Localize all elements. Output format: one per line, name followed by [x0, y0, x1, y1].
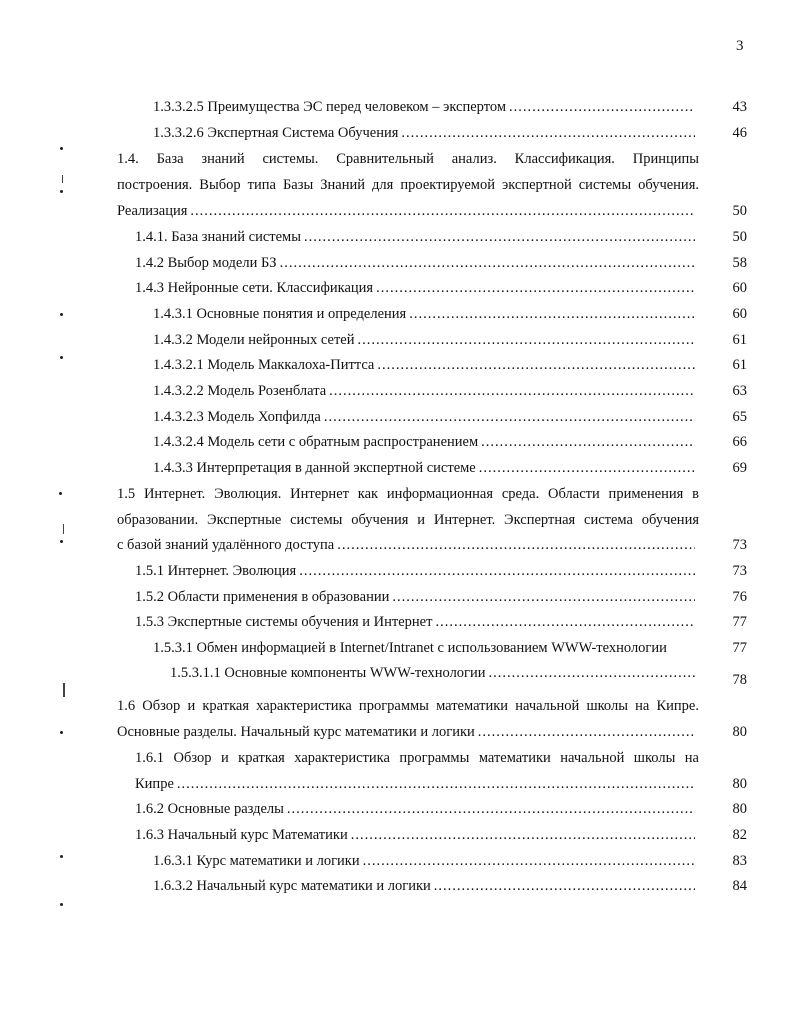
- toc-entry-page: 82: [732, 827, 747, 843]
- toc-entry-title: Кипре: [135, 776, 174, 792]
- toc-entry[interactable]: [135, 796, 698, 822]
- toc-entry-title: Реализация: [117, 203, 188, 219]
- toc-entry-page: 77: [732, 640, 747, 656]
- scan-speck: [60, 147, 63, 150]
- toc-entry-page: 69: [732, 460, 747, 476]
- toc-entry-title: 1.3.3.2.6 Экспертная Система Обучения: [153, 125, 399, 141]
- toc-entry-page: 80: [732, 724, 747, 740]
- toc-entry-page: 50: [732, 229, 747, 245]
- toc-entry-title: 1.4.2 Выбор модели БЗ: [135, 255, 277, 271]
- toc-entry-page: 58: [732, 255, 747, 271]
- toc-entry-title: 1.5.2 Области применения в образовании: [135, 589, 390, 605]
- toc-entry-title: 1.4.3.2 Модели нейронных сетей: [153, 332, 355, 348]
- scan-speck: [60, 855, 63, 858]
- toc-entry-title-line: 1.5 Интернет. Эволюция. Интернет как информационная среда. Области применения в: [117, 486, 699, 502]
- toc-entry-title: 1.6.3.1 Курс математики и логики: [153, 853, 360, 869]
- toc-entry-title: 1.4.3.1 Основные понятия и определения: [153, 306, 407, 322]
- toc-entry-title: 1.6.2 Основные разделы: [135, 801, 284, 817]
- toc-entry-page: 46: [732, 125, 747, 141]
- toc-entry-page: 73: [732, 563, 747, 579]
- toc-entry-title: 1.4.3.2.1 Модель Маккалоха-Питтса: [153, 357, 375, 373]
- toc-entry-page: 66: [732, 434, 747, 450]
- toc-entry-title: 1.4.3.2.4 Модель сети с обратным распространением: [153, 434, 479, 450]
- toc-entry[interactable]: [135, 609, 698, 635]
- scan-speck: [59, 492, 62, 495]
- scan-speck: [60, 731, 63, 734]
- toc-entry-page: 73: [732, 537, 747, 553]
- toc-entry-title: 1.4.3 Нейронные сети. Классификация: [135, 280, 374, 296]
- scan-speck: [60, 540, 63, 543]
- toc-entry[interactable]: [153, 429, 698, 455]
- toc-entry-page: 77: [732, 614, 747, 630]
- toc-entry-title-line: 1.4. База знаний системы. Сравнительный анализ. Классификация. Принципы: [117, 151, 699, 167]
- toc-entry-page: 43: [732, 99, 747, 115]
- toc-entry[interactable]: [135, 771, 698, 797]
- toc-entry[interactable]: [153, 301, 698, 327]
- toc-entry-title: 1.3.3.2.5 Преимущества ЭС перед человеком – экспертом: [153, 99, 506, 115]
- toc-entry-title: 1.5.3.1 Обмен информацией в Internet/Intranet с использованием WWW-технологии: [153, 640, 667, 656]
- toc-entry-title: 1.6.3 Начальный курс Математики: [135, 827, 348, 843]
- toc-entry[interactable]: [135, 224, 698, 250]
- toc-entry-title-line: 1.6.1 Обзор и краткая характеристика программы математики начальной школы на: [135, 750, 699, 766]
- toc-entry[interactable]: [153, 873, 698, 899]
- toc-entry-title: 1.4.3.2.3 Модель Хопфилда: [153, 409, 321, 425]
- toc-entry[interactable]: [170, 660, 698, 686]
- toc-entry[interactable]: [153, 120, 698, 146]
- scan-speck: [63, 683, 65, 697]
- toc-entry[interactable]: [117, 198, 698, 224]
- toc-entry-title: 1.6.3.2 Начальный курс математики и логики: [153, 878, 431, 894]
- toc-entry[interactable]: [153, 404, 698, 430]
- toc-entry-page: 65: [732, 409, 747, 425]
- toc-entry-page: 61: [732, 332, 747, 348]
- scan-speck: [63, 524, 64, 534]
- toc-entry[interactable]: [135, 584, 698, 610]
- toc-entry[interactable]: [153, 455, 698, 481]
- toc-entry-page: 83: [732, 853, 747, 869]
- scan-speck: [60, 190, 63, 193]
- scan-speck: [60, 313, 63, 316]
- toc-entry[interactable]: [117, 532, 698, 558]
- toc-entry-title-line: образовании. Экспертные системы обучения и Интернет. Экспертная система обучения: [117, 512, 699, 528]
- scan-speck: [60, 903, 63, 906]
- toc-entry-page: 84: [732, 878, 747, 894]
- toc-entry-page: 78: [732, 672, 747, 688]
- toc-entry-title: 1.5.3.1.1 Основные компоненты WWW-технологии: [170, 665, 486, 681]
- toc-entry-page: 50: [732, 203, 747, 219]
- toc-entry[interactable]: [135, 275, 698, 301]
- toc-entry-page: 61: [732, 357, 747, 373]
- toc-entry[interactable]: [135, 558, 698, 584]
- toc-entry-title-line: 1.6 Обзор и краткая характеристика программы математики начальной школы на Кипре.: [117, 698, 699, 714]
- toc-entry[interactable]: [153, 848, 698, 874]
- toc-entry-page: 60: [732, 280, 747, 296]
- scan-speck: [60, 356, 63, 359]
- toc-entry[interactable]: [135, 250, 698, 276]
- toc-entry[interactable]: [135, 822, 698, 848]
- toc-entry-title: 1.4.1. База знаний системы: [135, 229, 301, 245]
- toc-entry[interactable]: [153, 327, 698, 353]
- toc-entry-page: 76: [732, 589, 747, 605]
- toc-entry[interactable]: [153, 352, 698, 378]
- toc-entry[interactable]: [153, 94, 698, 120]
- toc-entry-title: 1.4.3.3 Интерпретация в данной экспертной системе: [153, 460, 476, 476]
- toc-entry-title: Основные разделы. Начальный курс математики и логики: [117, 724, 475, 740]
- toc-entry[interactable]: [117, 719, 698, 745]
- toc-entry-title: 1.4.3.2.2 Модель Розенблата: [153, 383, 327, 399]
- scan-speck: [62, 175, 63, 183]
- toc-entry[interactable]: [153, 635, 701, 661]
- toc-entry-page: 80: [732, 776, 747, 792]
- toc-entry-title: 1.5.1 Интернет. Эволюция: [135, 563, 297, 579]
- page-number: 3: [736, 38, 744, 54]
- toc-entry-title: с базой знаний удалённого доступа: [117, 537, 335, 553]
- toc-entry-page: 80: [732, 801, 747, 817]
- toc-entry-title: 1.5.3 Экспертные системы обучения и Интернет: [135, 614, 433, 630]
- toc-entry[interactable]: [153, 378, 698, 404]
- toc-entry-page: 63: [732, 383, 747, 399]
- toc-entry-title-line: построения. Выбор типа Базы Знаний для проектируемой экспертной системы обучения.: [117, 177, 699, 193]
- toc-entry-page: 60: [732, 306, 747, 322]
